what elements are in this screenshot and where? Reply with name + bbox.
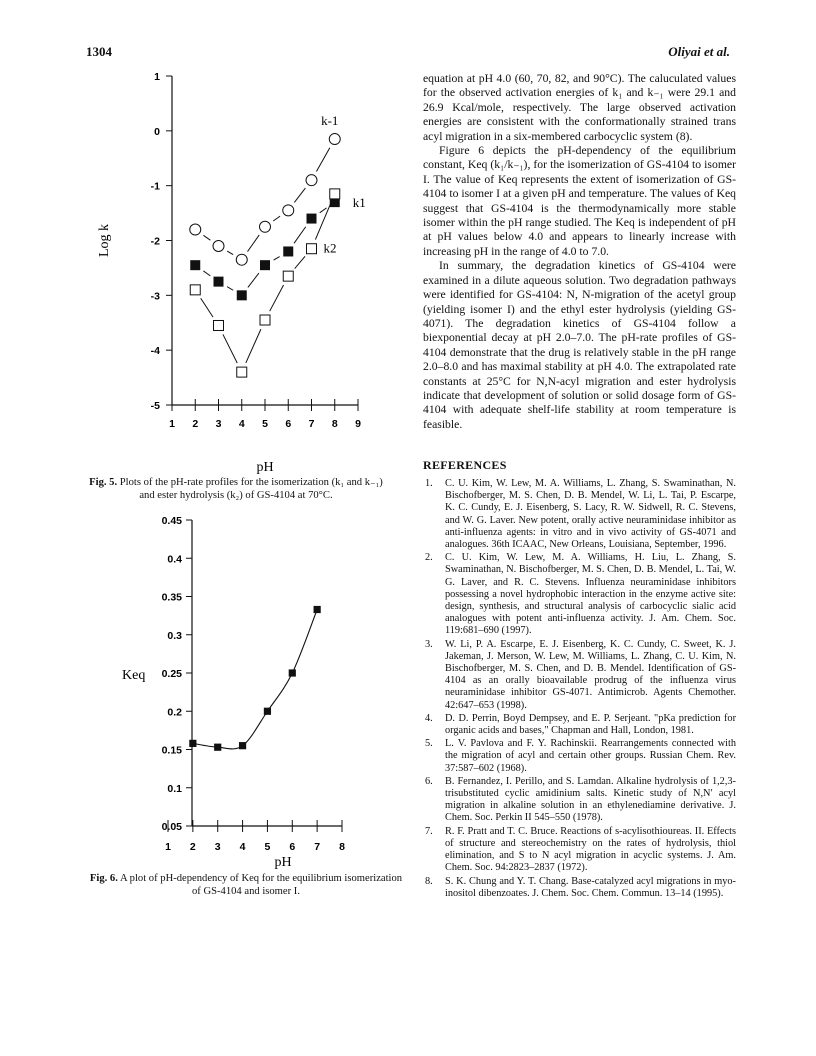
references-list <box>423 478 736 901</box>
body-paragraph: Figure 6 depicts the pH-dependency of the equilibrium constant, Keq (k₁/k₋₁), for the isomerization of GS-4104 to isomer I. The value of Keq represents the extent of isomerization of GS-4104 to isomer I at a given pH and temperature. The values of Keq suggest that GS-4104 is the thermodynamically more stable isomer within the pH range studied. The Keq is independent of pH at pH values below 4.0 and appears to linearly increase with increasing pH in the range of 4.0 to 7.0. <box>423 144 736 258</box>
y-tick-label: 0.3 <box>167 629 182 642</box>
reference-item <box>423 876 736 900</box>
x-tick-label: 2 <box>189 841 196 853</box>
series-segment <box>248 235 260 252</box>
series-segment <box>320 208 327 213</box>
data-point <box>237 367 247 377</box>
data-point <box>283 205 294 216</box>
reference-number: 4. <box>425 712 433 724</box>
data-point <box>190 285 200 295</box>
series-segment <box>273 216 280 221</box>
y-tick-label: -3 <box>150 290 160 303</box>
reference-text: C. U. Kim, W. Lew, M. A. Williams, L. Zhang, S. Swaminathan, N. Bischofberger, M. S. Chen, D. B. Mendel, W. Li, L. Tai, P. Escarpe, K. C. Cundy, E. J. Eisenberg, S. Lacy, R. W. Sidwell, R. C. Stevens, and W. G. Laver. New potent, orally active neuraminidase inhibitor as anti-influenza agents: in vitro and in vivo activity of GS-4071 and analogues. 36th ICAAC, New Orleans, Louisiana, September, 1996. <box>445 478 736 551</box>
y-tick-label: 0.15 <box>161 744 182 757</box>
series-segment <box>294 188 305 202</box>
x-tick-label: 8 <box>339 841 345 853</box>
y-tick-label: 0.45 <box>161 515 182 527</box>
series-segment <box>270 285 284 311</box>
y-tick-label: 0.4 <box>167 553 182 566</box>
series-segment <box>274 257 280 261</box>
reference-item <box>423 552 736 637</box>
x-axis-title: pH <box>274 855 292 870</box>
x-tick-label: 4 <box>238 418 245 430</box>
page-number: 1304 <box>86 44 112 59</box>
y-axis-title: Log k <box>97 223 112 258</box>
series-segment <box>295 256 305 268</box>
x-tick-label: 8 <box>331 418 338 430</box>
reference-number: 6. <box>425 775 433 787</box>
reference-item <box>423 478 736 551</box>
y-tick-label: -1 <box>150 180 160 193</box>
x-tick-label: 3 <box>214 841 221 853</box>
data-point <box>190 260 200 270</box>
reference-text: W. Li, P. A. Escarpe, E. J. Eisenberg, K. C. Cundy, C. Sweet, K. J. Jakeman, J. Merson, W. Lew, M. Williams, L. Zhang, C. U. Kim, N. Bischofberger, M. S. Chen, and D. B. Mendel. Identification of GS-4104 as an orally bioavailable prodrug of the influenza virus neuraminidase inhibitor GS-4071. Antimicrob. Agents Chemother. 42:647–653 (1998). <box>445 638 736 711</box>
running-head: Oliyai et al. <box>668 44 730 59</box>
reference-item <box>423 713 736 737</box>
data-point <box>289 669 296 676</box>
data-point <box>307 244 317 254</box>
body-paragraph: equation at pH 4.0 (60, 70, 82, and 90°C). The caluculated values for the observed activation energies of k₁ and k₋₁ were 29.1 and 26.9 Kcal/mole, respectively. The large observed activation energies are consistent with the conformationally strained trans acyl migration in a six-membered carbocyclic system (8). <box>423 72 736 143</box>
reference-text: R. F. Pratt and T. C. Bruce. Reactions of s-acylisothioureas. II. Effects of structure and stereochemistry on the rates of hydrolysis, thiol elimination, and S to N acyl migration in acyclic systems. J. Am. Chem. Soc. 94:2823–2837 (1972). <box>445 825 736 874</box>
figure-6-caption-label: Fig. 6. <box>89 873 118 884</box>
figure-5-caption-text: Plots of the pH-rate profiles for the isomerization (k₁ and k₋₁) and ester hydrolysis (k₂) of GS-4104 at 70°C. <box>119 477 383 501</box>
figure-6-caption-text: A plot of pH-dependency of Keq for the equilibrium isomerization of GS-4104 and isomer I. <box>119 873 403 897</box>
data-point <box>260 221 271 232</box>
data-point <box>306 175 317 186</box>
y-tick-label: 1 <box>154 71 160 83</box>
reference-text: D. D. Perrin, Boyd Dempsey, and E. P. Serjeant. "pKa prediction for organic acids and bases," Chapman and Hall, London, 1981. <box>445 712 736 737</box>
reference-item <box>423 776 736 825</box>
data-point <box>283 271 293 281</box>
x-tick-label: 6 <box>289 841 296 853</box>
data-point <box>213 240 224 251</box>
references-heading: REFERENCES <box>423 458 507 472</box>
body-text <box>423 72 736 432</box>
series-segment <box>315 203 330 239</box>
y-tick-label: 0.25 <box>161 668 182 680</box>
figure-5-caption-label: Fig. 5. <box>89 477 118 488</box>
data-point <box>307 214 317 224</box>
x-tick-label: 7 <box>308 418 315 430</box>
data-point <box>214 744 221 751</box>
y-tick-label: -5 <box>150 400 160 412</box>
reference-item <box>423 639 736 712</box>
reference-number: 2. <box>425 552 433 564</box>
data-point <box>239 742 246 749</box>
series-label-k2: k2 <box>323 240 337 256</box>
x-axis-title: pH <box>256 460 274 475</box>
x-tick-label: 9 <box>355 418 361 430</box>
series-segment <box>201 298 213 317</box>
y-axis-title: Keq <box>122 668 146 683</box>
series-label-k-minus1: k-1 <box>321 113 339 129</box>
data-point <box>189 740 196 747</box>
x-tick-label: 2 <box>192 418 199 430</box>
data-point <box>260 260 270 270</box>
reference-text: C. U. Kim, W. Lew, M. A. Williams, H. Liu, L. Zhang, S. Swaminathan, N. Bischofberger, M. S. Chen, D. B. Mendel, L. Tai, W. G. Laver, and R. C. Stevens. Influenza neuraminidase inhibitors possessing a novel hydrophobic interaction in the enzyme active site: design, synthesis, and structural analysis of carbocyclic sialic acid analogues with potent anti-influenza activity. J. Am. Chem. Soc. 119:681–690 (1997). <box>445 552 736 637</box>
data-point <box>264 708 271 715</box>
series-label-k1: k1 <box>352 195 366 211</box>
figure-6-caption <box>86 873 406 898</box>
series-segment <box>248 273 259 287</box>
data-point <box>314 606 321 613</box>
series-segment <box>203 235 210 240</box>
reference-text: B. Fernandez, I. Perillo, and S. Lamdan. Alkaline hydrolysis of 1,2,3-trisubstituted cyclic amidinium salts. Kinetic study of N,N′ acyl migration in alkaline solution in an ethylenediamine derivative. J. Chem. Soc. Perkin II 545–550 (1978). <box>445 775 736 824</box>
data-point <box>237 290 247 300</box>
y-tick-label: -4 <box>150 345 160 358</box>
y-tick-label: 0.35 <box>161 591 182 604</box>
x-tick-label: 3 <box>215 418 222 430</box>
series-line <box>193 610 317 749</box>
data-point <box>260 315 270 325</box>
data-point <box>214 320 224 330</box>
series-segment <box>246 329 261 363</box>
reference-item <box>423 826 736 875</box>
y-tick-label: -2 <box>150 235 160 248</box>
reference-text: L. V. Pavlova and F. Y. Rachinskii. Rearrangements connected with the migration of acyl and certain other groups. Russian Chem. Rev. 37:587–602 (1968). <box>445 738 736 774</box>
figure-6 <box>120 508 390 870</box>
x-tick-label: 5 <box>262 418 268 430</box>
data-point <box>236 254 247 265</box>
series-segment <box>203 271 210 276</box>
figure-5-caption <box>86 477 386 502</box>
reference-number: 5. <box>425 738 433 750</box>
x-tick-label: 1 <box>169 418 175 430</box>
reference-number: 7. <box>425 825 433 837</box>
x-tick-label: 1 <box>165 841 171 853</box>
y-tick-label: 0.05 <box>161 821 182 833</box>
data-point <box>330 189 340 199</box>
data-point <box>283 246 293 256</box>
data-point <box>214 277 224 287</box>
reference-text: S. K. Chung and Y. T. Chang. Base-catalyzed acyl migrations in myo-inositol dibenzoates. J. Chem. Soc. Chem. Commun. 13–14 (1995). <box>445 875 736 899</box>
y-tick-label: 0.1 <box>167 782 182 795</box>
x-tick-label: 5 <box>264 841 271 853</box>
series-segment <box>294 227 306 244</box>
figure-5 <box>86 66 386 478</box>
x-tick-label: 4 <box>239 841 246 853</box>
figure-5-chart <box>86 66 386 478</box>
series-segment <box>227 287 233 291</box>
y-tick-label: 0.2 <box>167 706 182 719</box>
reference-number: 3. <box>425 638 433 650</box>
series-segment <box>316 148 329 172</box>
series-segment <box>223 334 237 363</box>
reference-number: 8. <box>425 875 433 887</box>
reference-item <box>423 738 736 775</box>
series-segment <box>227 251 233 255</box>
x-tick-label: 6 <box>285 418 292 430</box>
data-point <box>329 134 340 145</box>
data-point <box>190 224 201 235</box>
body-paragraph: In summary, the degradation kinetics of GS-4104 were examined in a dilute aqueous solution. Two degradation pathways were identified for GS-4104: N, N-migration of the acetyl group (yielding isomer I) and the ethyl ester hydrolysis (yielding GS-4071). The degradation kinetics of GS-4104 follow a biexponential decay at pH 2.0–7.0. The pH-rate profiles of GS-4104 demonstrate that the drug is relatively stable in the pH range 2.0–8.0 and has maximal stability at pH 4.0. The extrapolated rate constants at 25°C for N,N-acyl migration and ester hydrolysis indicate that development of solution or solid dosage form of GS-4104 with adequate shelf-life stability at room temperature is feasible. <box>423 259 736 431</box>
y-tick-label: 0 <box>154 125 160 138</box>
reference-number: 1. <box>425 478 433 489</box>
figure-6-chart <box>120 508 390 870</box>
x-tick-label: 7 <box>314 841 321 853</box>
